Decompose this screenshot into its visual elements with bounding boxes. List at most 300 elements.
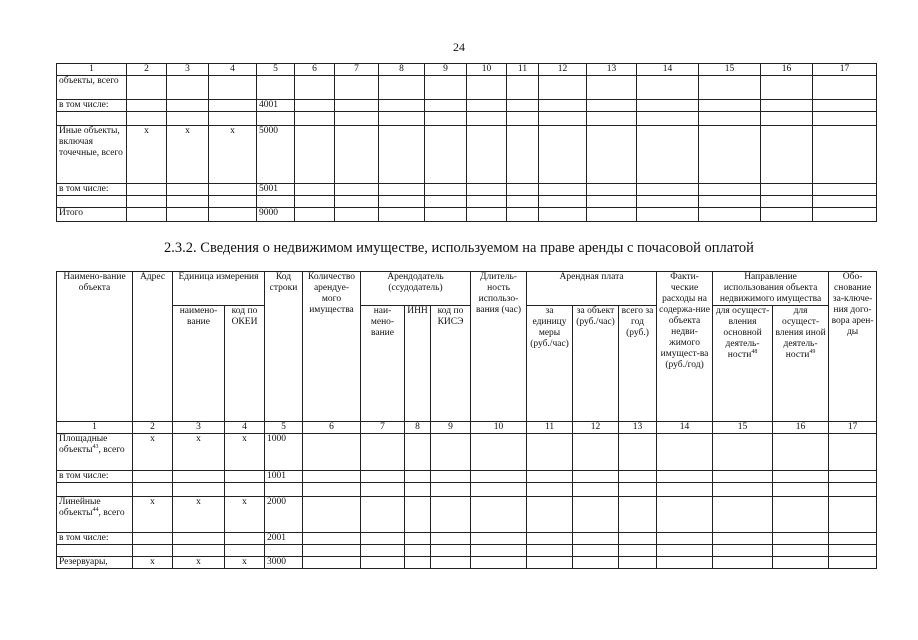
cell-mark: [127, 208, 167, 222]
row-label: Резервуары,: [57, 557, 133, 569]
table-row: [57, 497, 877, 533]
cell-mark: [173, 533, 225, 545]
row-code: 2000: [265, 497, 303, 533]
empty-cell: [295, 100, 335, 112]
empty-cell: [431, 545, 471, 557]
empty-cell: [295, 208, 335, 222]
empty-cell: [379, 184, 425, 196]
empty-cell: [467, 100, 507, 112]
empty-cell: [303, 557, 361, 569]
empty-cell: [713, 545, 773, 557]
empty-cell: [619, 497, 657, 533]
cell-mark: [127, 100, 167, 112]
empty-cell: [471, 545, 527, 557]
empty-cell: [657, 497, 713, 533]
column-number: 17: [829, 422, 877, 434]
row-code: 3000: [265, 557, 303, 569]
cell-mark: x: [173, 497, 225, 533]
cell-mark: [167, 112, 209, 126]
empty-cell: [699, 208, 761, 222]
empty-cell: [637, 76, 699, 100]
row-code: 5001: [257, 184, 295, 196]
empty-cell: [761, 100, 813, 112]
empty-cell: [699, 112, 761, 126]
column-number: 16: [773, 422, 829, 434]
header-unit: Единица измерения: [173, 272, 265, 306]
empty-cell: [619, 545, 657, 557]
empty-cell: [539, 208, 587, 222]
empty-cell: [699, 184, 761, 196]
empty-cell: [539, 126, 587, 184]
row-code: [265, 483, 303, 497]
cell-mark: [167, 76, 209, 100]
empty-cell: [471, 497, 527, 533]
empty-cell: [587, 126, 637, 184]
column-number: 13: [587, 64, 637, 76]
empty-cell: [467, 112, 507, 126]
column-number: 14: [657, 422, 713, 434]
empty-cell: [587, 76, 637, 100]
header-address: Адрес: [133, 272, 173, 422]
column-number: 14: [637, 64, 699, 76]
cell-mark: [167, 184, 209, 196]
empty-cell: [713, 557, 773, 569]
empty-cell: [295, 126, 335, 184]
empty-cell: [813, 208, 877, 222]
row-label: в том числе:: [57, 471, 133, 483]
empty-cell: [303, 434, 361, 471]
header-duration: Длитель-ность использо-вания (час): [471, 272, 527, 422]
empty-cell: [405, 557, 431, 569]
empty-cell: [657, 471, 713, 483]
cell-mark: [133, 533, 173, 545]
empty-cell: [303, 533, 361, 545]
empty-cell: [619, 533, 657, 545]
empty-cell: [713, 533, 773, 545]
row-code: 1000: [265, 434, 303, 471]
empty-cell: [527, 497, 573, 533]
row-label: [57, 196, 127, 208]
empty-cell: [587, 184, 637, 196]
table-row: [57, 126, 877, 184]
empty-cell: [467, 126, 507, 184]
empty-cell: [379, 76, 425, 100]
table-row: [57, 76, 877, 100]
cell-mark: [133, 545, 173, 557]
row-code: [257, 76, 295, 100]
row-label: объекты, всего: [57, 76, 127, 100]
cell-mark: [209, 76, 257, 100]
empty-cell: [539, 184, 587, 196]
cell-mark: x: [225, 557, 265, 569]
empty-cell: [761, 126, 813, 184]
empty-cell: [507, 76, 539, 100]
empty-cell: [699, 126, 761, 184]
header-unit-name: наимено-вание: [173, 306, 225, 422]
column-number: 6: [303, 422, 361, 434]
empty-cell: [295, 112, 335, 126]
empty-cell: [619, 434, 657, 471]
empty-cell: [773, 434, 829, 471]
empty-cell: [761, 76, 813, 100]
cell-mark: x: [127, 126, 167, 184]
empty-cell: [507, 208, 539, 222]
empty-cell: [425, 208, 467, 222]
empty-cell: [573, 557, 619, 569]
cell-mark: [173, 545, 225, 557]
empty-cell: [379, 196, 425, 208]
empty-cell: [657, 533, 713, 545]
cell-mark: x: [133, 557, 173, 569]
header-rent-per-unit: за единицу меры (руб./час): [527, 306, 573, 422]
row-label: в том числе:: [57, 184, 127, 196]
column-number: 12: [573, 422, 619, 434]
header-row-code: Код строки: [265, 272, 303, 422]
empty-cell: [425, 184, 467, 196]
empty-cell: [471, 434, 527, 471]
empty-cell: [813, 76, 877, 100]
cell-mark: [225, 533, 265, 545]
empty-cell: [713, 483, 773, 497]
empty-cell: [379, 208, 425, 222]
empty-cell: [507, 196, 539, 208]
column-number: 2: [127, 64, 167, 76]
column-number: 17: [813, 64, 877, 76]
column-number: 2: [133, 422, 173, 434]
empty-cell: [507, 126, 539, 184]
empty-cell: [657, 483, 713, 497]
header-direction: Направление использования объекта недвижимого имущества: [713, 272, 829, 306]
empty-cell: [335, 100, 379, 112]
table-row: [57, 112, 877, 126]
empty-cell: [619, 483, 657, 497]
header-rent: Арендная плата: [527, 272, 657, 306]
empty-cell: [573, 483, 619, 497]
empty-cell: [405, 545, 431, 557]
row-code: 9000: [257, 208, 295, 222]
row-label: Площадные объекты$^{43}$, всего: [57, 434, 133, 471]
empty-cell: [467, 196, 507, 208]
column-number: 6: [295, 64, 335, 76]
empty-cell: [335, 76, 379, 100]
row-label: Итого: [57, 208, 127, 222]
empty-cell: [361, 557, 405, 569]
empty-cell: [405, 434, 431, 471]
empty-cell: [335, 208, 379, 222]
empty-cell: [379, 112, 425, 126]
column-number: 11: [527, 422, 573, 434]
table-row: [57, 208, 877, 222]
rent-table: [56, 271, 877, 569]
cell-mark: [225, 545, 265, 557]
column-number: 4: [209, 64, 257, 76]
empty-cell: [773, 471, 829, 483]
column-number: 3: [173, 422, 225, 434]
empty-cell: [405, 533, 431, 545]
empty-cell: [657, 557, 713, 569]
empty-cell: [507, 184, 539, 196]
empty-cell: [425, 76, 467, 100]
empty-cell: [335, 184, 379, 196]
empty-cell: [431, 557, 471, 569]
row-code: [265, 545, 303, 557]
header-quantity: Количество арендуе-мого имущества: [303, 272, 361, 422]
empty-cell: [773, 557, 829, 569]
row-label: Линейные объекты$^{44}$, всего: [57, 497, 133, 533]
column-number: 8: [405, 422, 431, 434]
row-label: [57, 112, 127, 126]
empty-cell: [637, 184, 699, 196]
empty-cell: [573, 497, 619, 533]
empty-cell: [467, 208, 507, 222]
empty-cell: [587, 196, 637, 208]
column-number: 15: [713, 422, 773, 434]
section-heading: 2.3.2. Сведения о недвижимом имуществе, используемом на праве аренды с почасовой оплатой: [164, 240, 754, 256]
empty-cell: [471, 557, 527, 569]
empty-cell: [431, 497, 471, 533]
empty-cell: [699, 76, 761, 100]
row-code: 1001: [265, 471, 303, 483]
header-unit-okei: код по ОКЕИ: [225, 306, 265, 422]
cell-mark: [209, 112, 257, 126]
cell-mark: [173, 471, 225, 483]
empty-cell: [507, 112, 539, 126]
empty-cell: [471, 533, 527, 545]
empty-cell: [713, 434, 773, 471]
empty-cell: [619, 471, 657, 483]
cell-mark: [167, 100, 209, 112]
empty-cell: [361, 497, 405, 533]
empty-cell: [773, 545, 829, 557]
row-label: Иные объекты, включая точечные, всего: [57, 126, 127, 184]
empty-cell: [405, 483, 431, 497]
empty-cell: [303, 497, 361, 533]
empty-cell: [303, 545, 361, 557]
cell-mark: x: [167, 126, 209, 184]
empty-cell: [773, 497, 829, 533]
column-number: 8: [379, 64, 425, 76]
empty-cell: [637, 208, 699, 222]
cell-mark: [209, 196, 257, 208]
header-rent-per-object: за объект (руб./час): [573, 306, 619, 422]
empty-cell: [637, 112, 699, 126]
column-number: 10: [467, 64, 507, 76]
empty-cell: [539, 100, 587, 112]
empty-cell: [761, 208, 813, 222]
empty-cell: [361, 434, 405, 471]
empty-cell: [361, 545, 405, 557]
row-code: 5000: [257, 126, 295, 184]
top-table: [56, 63, 877, 222]
row-code: 4001: [257, 100, 295, 112]
cell-mark: [167, 196, 209, 208]
empty-cell: [829, 497, 877, 533]
empty-cell: [587, 100, 637, 112]
empty-cell: [761, 196, 813, 208]
cell-mark: [133, 483, 173, 497]
cell-mark: [209, 208, 257, 222]
row-code: 2001: [265, 533, 303, 545]
empty-cell: [361, 533, 405, 545]
empty-cell: [471, 483, 527, 497]
cell-mark: [127, 112, 167, 126]
column-number: 12: [539, 64, 587, 76]
column-number: 9: [431, 422, 471, 434]
table-row: [57, 184, 877, 196]
empty-cell: [713, 471, 773, 483]
empty-cell: [573, 434, 619, 471]
empty-cell: [431, 434, 471, 471]
empty-cell: [713, 497, 773, 533]
empty-cell: [335, 112, 379, 126]
row-label: [57, 545, 133, 557]
empty-cell: [295, 76, 335, 100]
empty-cell: [527, 471, 573, 483]
empty-cell: [405, 497, 431, 533]
table-row: [57, 545, 877, 557]
column-number: 16: [761, 64, 813, 76]
empty-cell: [527, 557, 573, 569]
empty-cell: [303, 471, 361, 483]
cell-mark: x: [133, 434, 173, 471]
empty-cell: [295, 196, 335, 208]
cell-mark: x: [209, 126, 257, 184]
header-object-name: Наимено-вание объекта: [57, 272, 133, 422]
cell-mark: x: [225, 497, 265, 533]
cell-mark: x: [173, 434, 225, 471]
empty-cell: [829, 471, 877, 483]
cell-mark: [133, 471, 173, 483]
empty-cell: [425, 112, 467, 126]
empty-cell: [829, 483, 877, 497]
table-row: [57, 533, 877, 545]
table-row: [57, 434, 877, 471]
column-number: 5: [265, 422, 303, 434]
empty-cell: [813, 196, 877, 208]
header-lessor-inn: ИНН: [405, 306, 431, 422]
row-label: в том числе:: [57, 100, 127, 112]
empty-cell: [527, 483, 573, 497]
empty-cell: [587, 112, 637, 126]
empty-cell: [539, 112, 587, 126]
row-label: [57, 483, 133, 497]
empty-cell: [773, 533, 829, 545]
header-rent-total: всего за год (руб.): [619, 306, 657, 422]
empty-cell: [303, 483, 361, 497]
header-lessor: Арендодатель (ссудодатель): [361, 272, 471, 306]
column-number: 1: [57, 422, 133, 434]
empty-cell: [335, 196, 379, 208]
table-row: [57, 471, 877, 483]
table-row: [57, 196, 877, 208]
header-lessor-kise: код по КИСЭ: [431, 306, 471, 422]
row-code: [257, 196, 295, 208]
empty-cell: [425, 100, 467, 112]
column-number: 3: [167, 64, 209, 76]
empty-cell: [471, 471, 527, 483]
column-number: 9: [425, 64, 467, 76]
column-number: 10: [471, 422, 527, 434]
empty-cell: [829, 545, 877, 557]
row-label: в том числе:: [57, 533, 133, 545]
cell-mark: x: [225, 434, 265, 471]
empty-cell: [539, 196, 587, 208]
empty-cell: [467, 76, 507, 100]
empty-cell: [425, 126, 467, 184]
header-direction-other: для осущест-вления иной деятель-ности$^{49}$: [773, 306, 829, 422]
empty-cell: [829, 533, 877, 545]
empty-cell: [527, 533, 573, 545]
empty-cell: [425, 196, 467, 208]
column-number: 15: [699, 64, 761, 76]
empty-cell: [619, 557, 657, 569]
cell-mark: x: [133, 497, 173, 533]
column-number-row: [57, 64, 877, 76]
column-number: 5: [257, 64, 295, 76]
empty-cell: [527, 434, 573, 471]
empty-cell: [699, 100, 761, 112]
empty-cell: [587, 208, 637, 222]
header-direction-main: для осущест-вления основной деятель-ности$^{48}$: [713, 306, 773, 422]
empty-cell: [637, 100, 699, 112]
cell-mark: [127, 76, 167, 100]
table-row: [57, 483, 877, 497]
column-number: 11: [507, 64, 539, 76]
empty-cell: [657, 545, 713, 557]
cell-mark: [225, 483, 265, 497]
page-number: 24: [453, 40, 465, 54]
empty-cell: [813, 112, 877, 126]
empty-cell: [813, 126, 877, 184]
empty-cell: [361, 471, 405, 483]
header-lessor-name: наи-мено-вание: [361, 306, 405, 422]
empty-cell: [657, 434, 713, 471]
empty-cell: [335, 126, 379, 184]
column-number: 7: [335, 64, 379, 76]
empty-cell: [813, 100, 877, 112]
empty-cell: [431, 483, 471, 497]
cell-mark: [127, 196, 167, 208]
cell-mark: [173, 483, 225, 497]
empty-cell: [431, 533, 471, 545]
empty-cell: [295, 184, 335, 196]
empty-cell: [573, 545, 619, 557]
column-number-row: [57, 422, 877, 434]
empty-cell: [813, 184, 877, 196]
cell-mark: x: [173, 557, 225, 569]
empty-cell: [573, 471, 619, 483]
empty-cell: [829, 434, 877, 471]
header-basis: Обо-снование за-ключе-ния дого-вора арен-ды: [829, 272, 877, 422]
empty-cell: [699, 196, 761, 208]
empty-cell: [361, 483, 405, 497]
empty-cell: [761, 112, 813, 126]
cell-mark: [167, 208, 209, 222]
empty-cell: [539, 76, 587, 100]
empty-cell: [379, 126, 425, 184]
empty-cell: [773, 483, 829, 497]
cell-mark: [127, 184, 167, 196]
table-row: [57, 100, 877, 112]
cell-mark: [225, 471, 265, 483]
header-actual-costs: Факти-ческие расходы на содержа-ние объекта недви-жимого имущест-ва (руб./год): [657, 272, 713, 422]
empty-cell: [527, 545, 573, 557]
empty-cell: [573, 533, 619, 545]
cell-mark: [209, 184, 257, 196]
empty-cell: [379, 100, 425, 112]
column-number: 4: [225, 422, 265, 434]
table-row: [57, 557, 877, 569]
